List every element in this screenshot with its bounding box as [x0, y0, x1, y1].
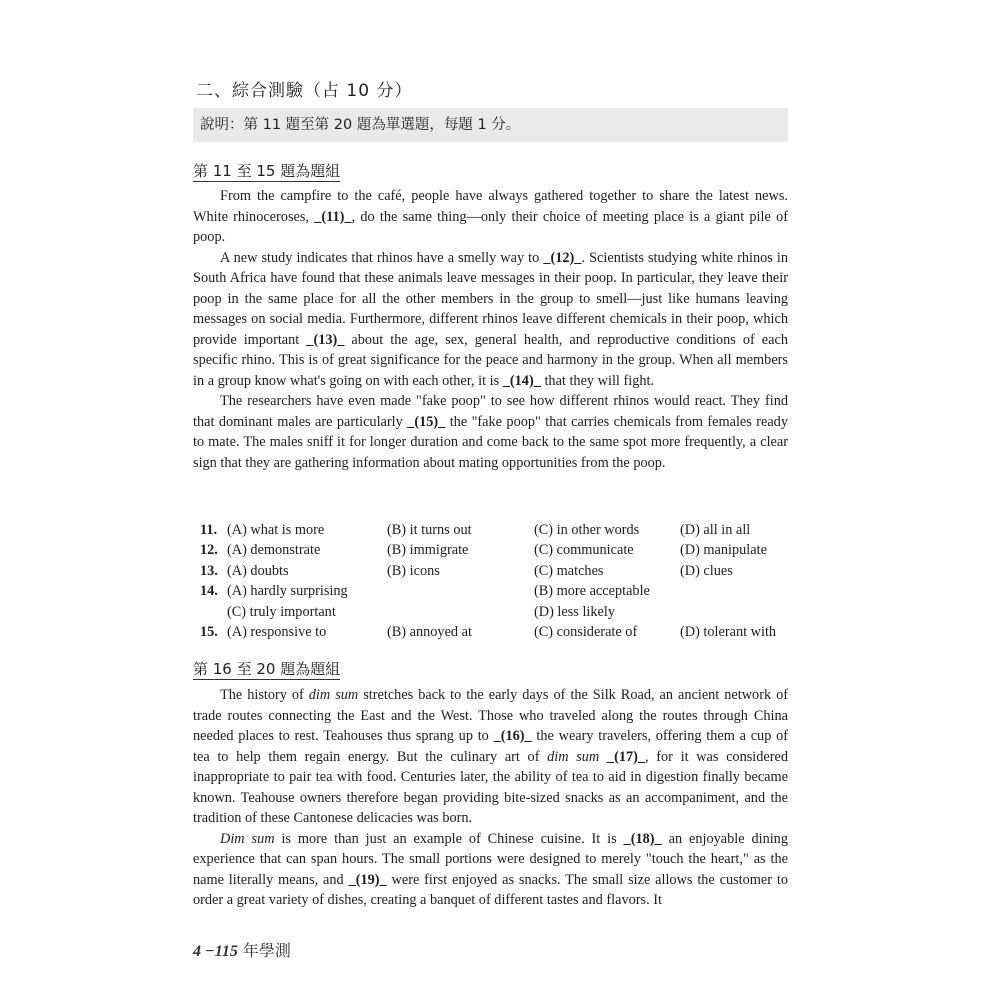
option-d: (D) clues	[680, 562, 733, 579]
text: is more than just an example of Chinese cuisine. It is	[274, 830, 624, 847]
text: stretches back to the early days of the Silk Road, an ancient network of trade routes connecting the East and the West. Those who traveled along the routes through China needed places to rest. Teahouses thus sprang up to	[193, 687, 788, 744]
option-c: (C) matches	[534, 562, 604, 579]
option-d: (D) tolerant with	[680, 623, 777, 640]
text: the "fake poop" that carries chemicals from females ready to mate. The males sniff it for longer duration and come back to the same spot more frequently, a clear sign that they are gathering information about mating opportunities from the poop.	[193, 413, 788, 471]
question-number: 14.	[200, 583, 218, 600]
question-15	[193, 622, 793, 642]
instruction-box	[193, 108, 788, 142]
passage-paragraph	[193, 685, 788, 829]
text: , for it was considered inappropriate to pair tea with food. Centuries later, the ability of tea to aid in digestion finally became known. Teahouse owners therefore began providing bite-sized snacks as an accompaniment, and the tradition of these Cantonese delicacies was born.	[193, 748, 789, 826]
blank-19: _(19)_	[348, 871, 387, 888]
passage-paragraph	[193, 248, 788, 392]
text: that they will fight.	[540, 372, 655, 389]
question-14	[193, 581, 793, 601]
text: were first enjoyed as snacks. The small size allows the customer to order a great variety of dishes, creating a banquet of different tastes and flavors. It	[193, 871, 789, 908]
option-d: (D) manipulate	[680, 542, 767, 559]
text: The researchers have even made "fake poop" to see how different rhinos would react. They find that dominant males are particularly	[193, 393, 788, 430]
text: an enjoyable dining experience that can span hours. The small portions were designed to merely "touch the heart," as the name literally means, and	[193, 830, 788, 888]
text: about the age, sex, general health, and reproductive conditions of each specific rhino. This is of great significance for the peace and harmony in the group. When all members in a group know what's going on with each other, it is	[193, 331, 788, 389]
blank-12: _(12)_	[543, 249, 582, 266]
text	[599, 749, 607, 765]
text: , do the same thing—only their choice of meeting place is a giant pile of poop.	[193, 208, 788, 245]
passage-rhinos	[193, 186, 788, 473]
italic-term: Dim sum	[220, 830, 275, 847]
passage-dim-sum	[193, 685, 788, 911]
passage-paragraph	[193, 829, 788, 911]
option-c: (C) in other words	[534, 522, 640, 538]
question-number: 13.	[200, 562, 218, 579]
question-11	[193, 520, 793, 540]
question-number: 11.	[200, 522, 218, 538]
option-a: (A) doubts	[227, 562, 289, 579]
option-b: (B) immigrate	[387, 542, 469, 559]
option-d: (D) less likely	[534, 603, 615, 620]
blank-13: _(13)_	[306, 331, 345, 348]
question-number: 12.	[200, 542, 218, 559]
blank-17: _(17)_	[606, 748, 646, 765]
question-13	[193, 561, 793, 581]
blank-14: _(14)_	[502, 372, 541, 389]
page-number: 4 −115	[193, 943, 238, 960]
instruction-text: 說明：第 11 題至第 20 題為單選題，每題 1 分。	[200, 117, 521, 133]
exam-name: 年學測	[237, 941, 291, 960]
section-title: 二、綜合測驗（占 10 分）	[196, 81, 413, 101]
passage-paragraph	[193, 186, 788, 248]
option-a: (A) responsive to	[227, 623, 327, 640]
options-11-15	[193, 520, 793, 642]
italic-term: dim sum	[547, 748, 600, 765]
option-d: (D) all in all	[680, 522, 751, 538]
page-footer	[193, 938, 291, 961]
option-b: (B) annoyed at	[387, 623, 472, 640]
option-a: (A) hardly surprising	[227, 583, 348, 600]
text: A new study indicates that rhinos have a smelly way to	[220, 249, 544, 266]
question-14-continued	[193, 602, 793, 622]
text: . Scientists studying white rhinos in South Africa have found that these animals leave messages in their poop. In particular, they leave their poop in the same place for all the other members in the group to smell—just like humans leaving messages on social media. Furthermore, different rhinos leave different chemicals in their poop, which provide important	[193, 249, 788, 348]
group-title-11-15: 第 11 至 15 題為題組	[193, 162, 341, 180]
text: From the campfire to the café, people have always gathered together to share the latest news. White rhinoceroses,	[193, 188, 788, 225]
option-a: (A) demonstrate	[227, 542, 321, 559]
group-title-16-20: 第 16 至 20 題為題組	[193, 660, 341, 678]
text: The history of	[220, 687, 309, 703]
option-a: (A) what is more	[227, 522, 325, 538]
blank-18: _(18)_	[623, 830, 662, 847]
option-c: (C) considerate of	[534, 623, 638, 640]
question-12	[193, 540, 793, 560]
option-c: (C) truly important	[227, 603, 336, 620]
italic-term: dim sum	[308, 687, 359, 703]
option-b: (B) more acceptable	[534, 583, 650, 600]
blank-16: _(16)_	[493, 728, 532, 744]
option-b: (B) icons	[387, 562, 440, 579]
passage-paragraph	[193, 391, 788, 473]
option-b: (B) it turns out	[387, 522, 472, 538]
blank-11: _(11)_	[314, 208, 352, 225]
option-c: (C) communicate	[534, 542, 634, 559]
blank-15: _(15)_	[407, 413, 446, 430]
question-number: 15.	[200, 623, 218, 640]
text: the weary travelers, offering them a cup of tea to help them regain energy. But the culinary art of	[193, 728, 788, 765]
